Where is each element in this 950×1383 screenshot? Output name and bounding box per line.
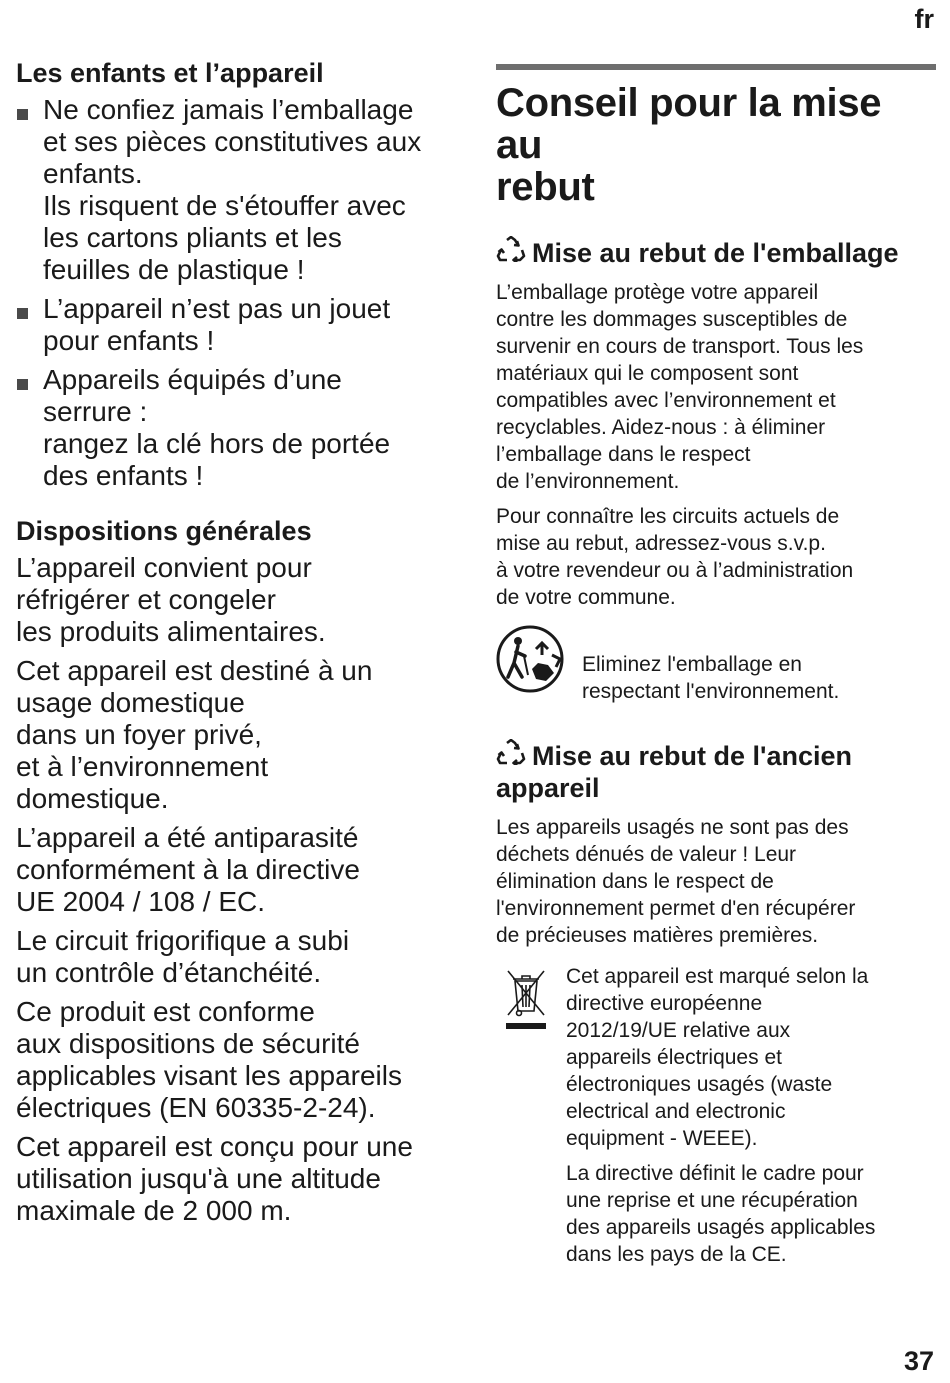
packaging-disposal-note	[496, 625, 936, 713]
bullet-line: enfants.	[43, 158, 143, 189]
bullet-line: Appareils équipés d’une	[43, 364, 342, 395]
text-line: survenir en cours de transport. Tous les	[496, 335, 864, 358]
children-bullet-list	[16, 94, 468, 492]
general-paragraph	[16, 925, 468, 989]
title-line: Conseil pour la mise au	[496, 81, 882, 167]
text-line: élimination dans le respect de	[496, 870, 774, 893]
bullet-line: des enfants !	[43, 460, 204, 491]
title-line: rebut	[496, 165, 595, 209]
text-line: dans les pays de la CE.	[566, 1243, 787, 1266]
text-line: l’emballage dans le respect	[496, 443, 751, 466]
text-line: contre les dommages susceptibles de	[496, 308, 848, 331]
bullet-line: rangez la clé hors de portée	[43, 428, 391, 459]
crossed-bin-icon	[496, 967, 556, 1033]
square-bullet-icon	[17, 379, 28, 390]
left-column	[16, 56, 468, 1234]
bullet-line: feuilles de plastique !	[43, 254, 305, 285]
language-tag: fr	[914, 4, 934, 34]
text-line: mise au rebut, adressez-vous s.v.p.	[496, 532, 826, 555]
packaging-paragraph	[496, 279, 936, 495]
text-line: respectant l'environnement.	[582, 680, 840, 703]
old-appliance-heading	[496, 739, 936, 804]
heading-text: appareil	[496, 773, 600, 803]
square-bullet-icon	[17, 308, 28, 319]
right-column	[496, 64, 936, 1276]
text-line: Cet appareil est destiné à un	[16, 655, 373, 686]
text-line: un contrôle d’étanchéité.	[16, 957, 322, 988]
disposal-title	[496, 82, 936, 208]
text-line: Les appareils usagés ne sont pas des	[496, 816, 849, 839]
weee-paragraph	[566, 963, 875, 1152]
text-line: applicables visant les appareils	[16, 1060, 402, 1091]
text-line: utilisation jusqu'à une altitude	[16, 1163, 381, 1194]
text-line: La directive définit le cadre pour	[566, 1162, 864, 1185]
text-line: les produits alimentaires.	[16, 616, 326, 647]
packaging-paragraph	[496, 503, 936, 611]
weee-text	[566, 963, 875, 1276]
bullet-line: Ne confiez jamais l’emballage	[43, 94, 414, 125]
text-line: de l’environnement.	[496, 470, 680, 493]
text-line: de précieuses matières premières.	[496, 924, 819, 947]
text-line: une reprise et une récupération	[566, 1189, 858, 1212]
old-appliance-paragraph	[496, 814, 936, 949]
text-line: déchets dénués de valeur ! Leur	[496, 843, 797, 866]
text-line: appareils électriques et	[566, 1046, 782, 1069]
bullet-line: Ils risquent de s'étouffer avec	[43, 190, 406, 221]
text-line: Ce produit est conforme	[16, 996, 315, 1027]
text-line: UE 2004 / 108 / EC.	[16, 886, 266, 917]
icon-caption	[582, 625, 839, 705]
text-line: maximale de 2 000 m.	[16, 1195, 292, 1226]
text-line: electrical and electronic	[566, 1100, 786, 1123]
text-line: de votre commune.	[496, 586, 676, 609]
text-line: électriques (EN 60335-2-24).	[16, 1092, 376, 1123]
text-line: et à l’environnement	[16, 751, 269, 782]
bullet-line: et ses pièces constitutives aux	[43, 126, 422, 157]
text-line: L’appareil convient pour	[16, 552, 312, 583]
general-paragraph	[16, 822, 468, 918]
text-line: Pour connaître les circuits actuels de	[496, 505, 840, 528]
text-line: compatibles avec l’environnement et	[496, 389, 836, 412]
heading-text: Mise au rebut de l'ancien	[532, 741, 853, 771]
text-line: l'environnement permet d'en récupérer	[496, 897, 856, 920]
bullet-line: les cartons pliants et les	[43, 222, 342, 253]
text-line: L’appareil a été antiparasité	[16, 822, 359, 853]
text-line: aux dispositions de sécurité	[16, 1028, 360, 1059]
general-paragraph	[16, 655, 468, 815]
recycle-icon	[496, 739, 526, 765]
page-number: 37	[903, 1346, 934, 1376]
weee-note	[496, 963, 936, 1276]
bullet-line: serrure :	[43, 396, 148, 427]
section-divider	[496, 64, 936, 70]
text-line: usage domestique	[16, 687, 245, 718]
tidy-man-recycle-icon	[496, 625, 572, 693]
bullet-line: pour enfants !	[43, 325, 215, 356]
weee-paragraph	[566, 1160, 875, 1268]
text-line: conformément à la directive	[16, 854, 360, 885]
recycle-icon	[496, 236, 526, 262]
general-section-title: Dispositions générales	[16, 516, 312, 546]
text-line: directive européenne	[566, 992, 763, 1015]
bullet-item	[16, 364, 468, 492]
text-line: domestique.	[16, 783, 169, 814]
text-line: L’emballage protège votre appareil	[496, 281, 819, 304]
text-line: 2012/19/UE relative aux	[566, 1019, 791, 1042]
text-line: Le circuit frigorifique a subi	[16, 925, 350, 956]
general-paragraph	[16, 552, 468, 648]
bullet-item	[16, 293, 468, 357]
text-line: matériaux qui le composent sont	[496, 362, 799, 385]
heading-text: Mise au rebut de l'emballage	[532, 238, 899, 268]
text-line: Eliminez l'emballage en	[582, 653, 802, 676]
text-line: recyclables. Aidez-nous : à éliminer	[496, 416, 826, 439]
square-bullet-icon	[17, 109, 28, 120]
text-line: Cet appareil est conçu pour une	[16, 1131, 413, 1162]
bullet-line: L’appareil n’est pas un jouet	[43, 293, 391, 324]
text-line: equipment - WEEE).	[566, 1127, 758, 1150]
general-paragraph	[16, 996, 468, 1124]
children-section-title: Les enfants et l’appareil	[16, 58, 324, 88]
general-paragraph	[16, 1131, 468, 1227]
bullet-item	[16, 94, 468, 286]
text-line: électroniques usagés (waste	[566, 1073, 833, 1096]
text-line: réfrigérer et congeler	[16, 584, 276, 615]
text-line: des appareils usagés applicables	[566, 1216, 876, 1239]
text-line: à votre revendeur ou à l’administration	[496, 559, 854, 582]
text-line: Cet appareil est marqué selon la	[566, 965, 869, 988]
packaging-heading	[496, 236, 936, 269]
text-line: dans un foyer privé,	[16, 719, 262, 750]
